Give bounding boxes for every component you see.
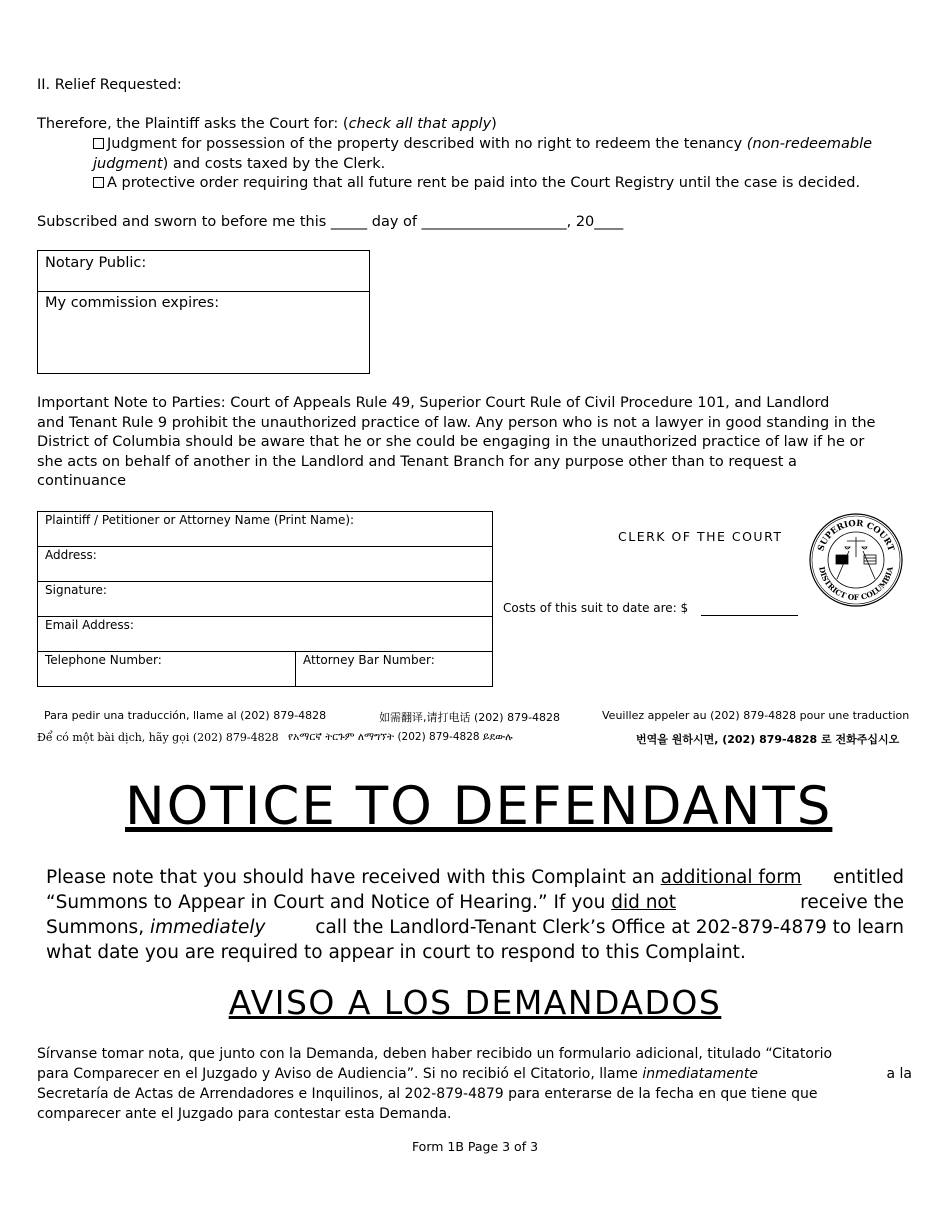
- row-divider: [38, 546, 492, 547]
- notice-body: Please note that you should have received with this Complaint an additional form entitled “Summons to Appear in Court and Notice of Hearing.” If you did not receive the Summons, immediately call the Landlord-Tenant Clerk’s Office at 202-879-4879 to learn what date you are required to appear in court to respond to this Complaint.: [46, 867, 904, 963]
- translation-amharic: የአማርኛ ትርጉም ለማግኘት (202) 879-4828 ይደውሉ: [288, 731, 513, 743]
- attorney-bar-label: Attorney Bar Number:: [303, 653, 435, 667]
- address-label: Address:: [45, 548, 97, 562]
- row-divider: [38, 581, 492, 582]
- court-seal: [807, 513, 905, 607]
- aviso-body: Sírvanse tomar nota, que junto con la Demanda, deben haber recibido un formulario adicional, titulado “Citatorio para Comparecer en el Juzgado y Aviso de Audiencia”. Si no recibió el Citatorio, llame inmediatamente a la Secretaría de Actas de Arrendadores e Inquilinos, al 202-879-4879 para enterarse de la fecha en que tiene que comparecer ante el Juzgado para contestar esta Demanda.: [37, 1046, 912, 1122]
- signature-label: Signature:: [45, 583, 107, 597]
- aviso-title: AVISO A LOS DEMANDADOS: [228, 983, 722, 1022]
- sworn-line: Subscribed and sworn to before me this _____ day of ____________________, 20____: [37, 214, 624, 230]
- notary-public-label: Notary Public:: [45, 255, 147, 271]
- name-label: Plaintiff / Petitioner or Attorney Name (Print Name):: [45, 513, 355, 527]
- row-divider: [38, 616, 492, 617]
- notary-divider: [38, 291, 369, 292]
- row-divider: [38, 651, 492, 652]
- seal-bottom-text: DISTRICT OF COLUMBIA: [817, 565, 895, 603]
- relief-option-judgment: Judgment for possession of the property described with no right to redeem the tenancy (non-redeemable: [93, 135, 913, 155]
- costs-line: [701, 615, 798, 616]
- relief-option-protective-order: A protective order requiring that all future rent be paid into the Court Registry until the case is decided.: [93, 174, 860, 194]
- column-divider: [295, 651, 296, 686]
- relief-intro: Therefore, the Plaintiff asks the Court for: (check all that apply): [37, 116, 497, 132]
- telephone-label: Telephone Number:: [45, 653, 162, 667]
- costs-label: Costs of this suit to date are: $: [503, 601, 689, 615]
- contact-table: [37, 511, 493, 687]
- seal-top-text: SUPERIOR COURT: [816, 518, 896, 553]
- scales-icon: [845, 537, 867, 557]
- page-footer: Form 1B Page 3 of 3: [411, 1139, 539, 1154]
- translation-chinese: 如需翻译,请打电话 (202) 879-4828: [379, 711, 561, 724]
- notice-title: NOTICE TO DEFENDANTS: [125, 776, 833, 837]
- clerk-title: CLERK OF THE COURT: [618, 529, 783, 544]
- relief-option-judgment-line2: judgment) and costs taxed by the Clerk.: [93, 156, 386, 172]
- protective-order-checkbox[interactable]: [93, 177, 104, 188]
- section-heading: II. Relief Requested:: [37, 77, 182, 93]
- judgment-checkbox[interactable]: [93, 138, 104, 149]
- translation-spanish: Para pedir una traducción, llame al (202) 879-4828: [44, 709, 327, 722]
- notary-box: [37, 250, 370, 374]
- translation-korean: 번역을 원하시면, (202) 879-4828 로 전화주십시오: [636, 733, 900, 746]
- translation-french: Veuillez appeler au (202) 879-4828 pour une traduction: [602, 709, 910, 722]
- translation-vietnamese: Để có một bài dịch, hãy gọi (202) 879-4828: [37, 731, 279, 744]
- commission-expires-label: My commission expires:: [45, 295, 220, 311]
- important-note: Important Note to Parties: Court of Appeals Rule 49, Superior Court Rule of Civil Procedure 101, and Landlord and Tenant Rule 9 prohibit the unauthorized practice of law. Any person who is not a lawyer in good standing in the District of Columbia should be aware that he or she could be engaging in the unauthorized practice of law if he or she acts on behalf of another in the Landlord and Tenant Branch for any purpose other than to request a continuance: [37, 395, 876, 490]
- email-label: Email Address:: [45, 618, 134, 632]
